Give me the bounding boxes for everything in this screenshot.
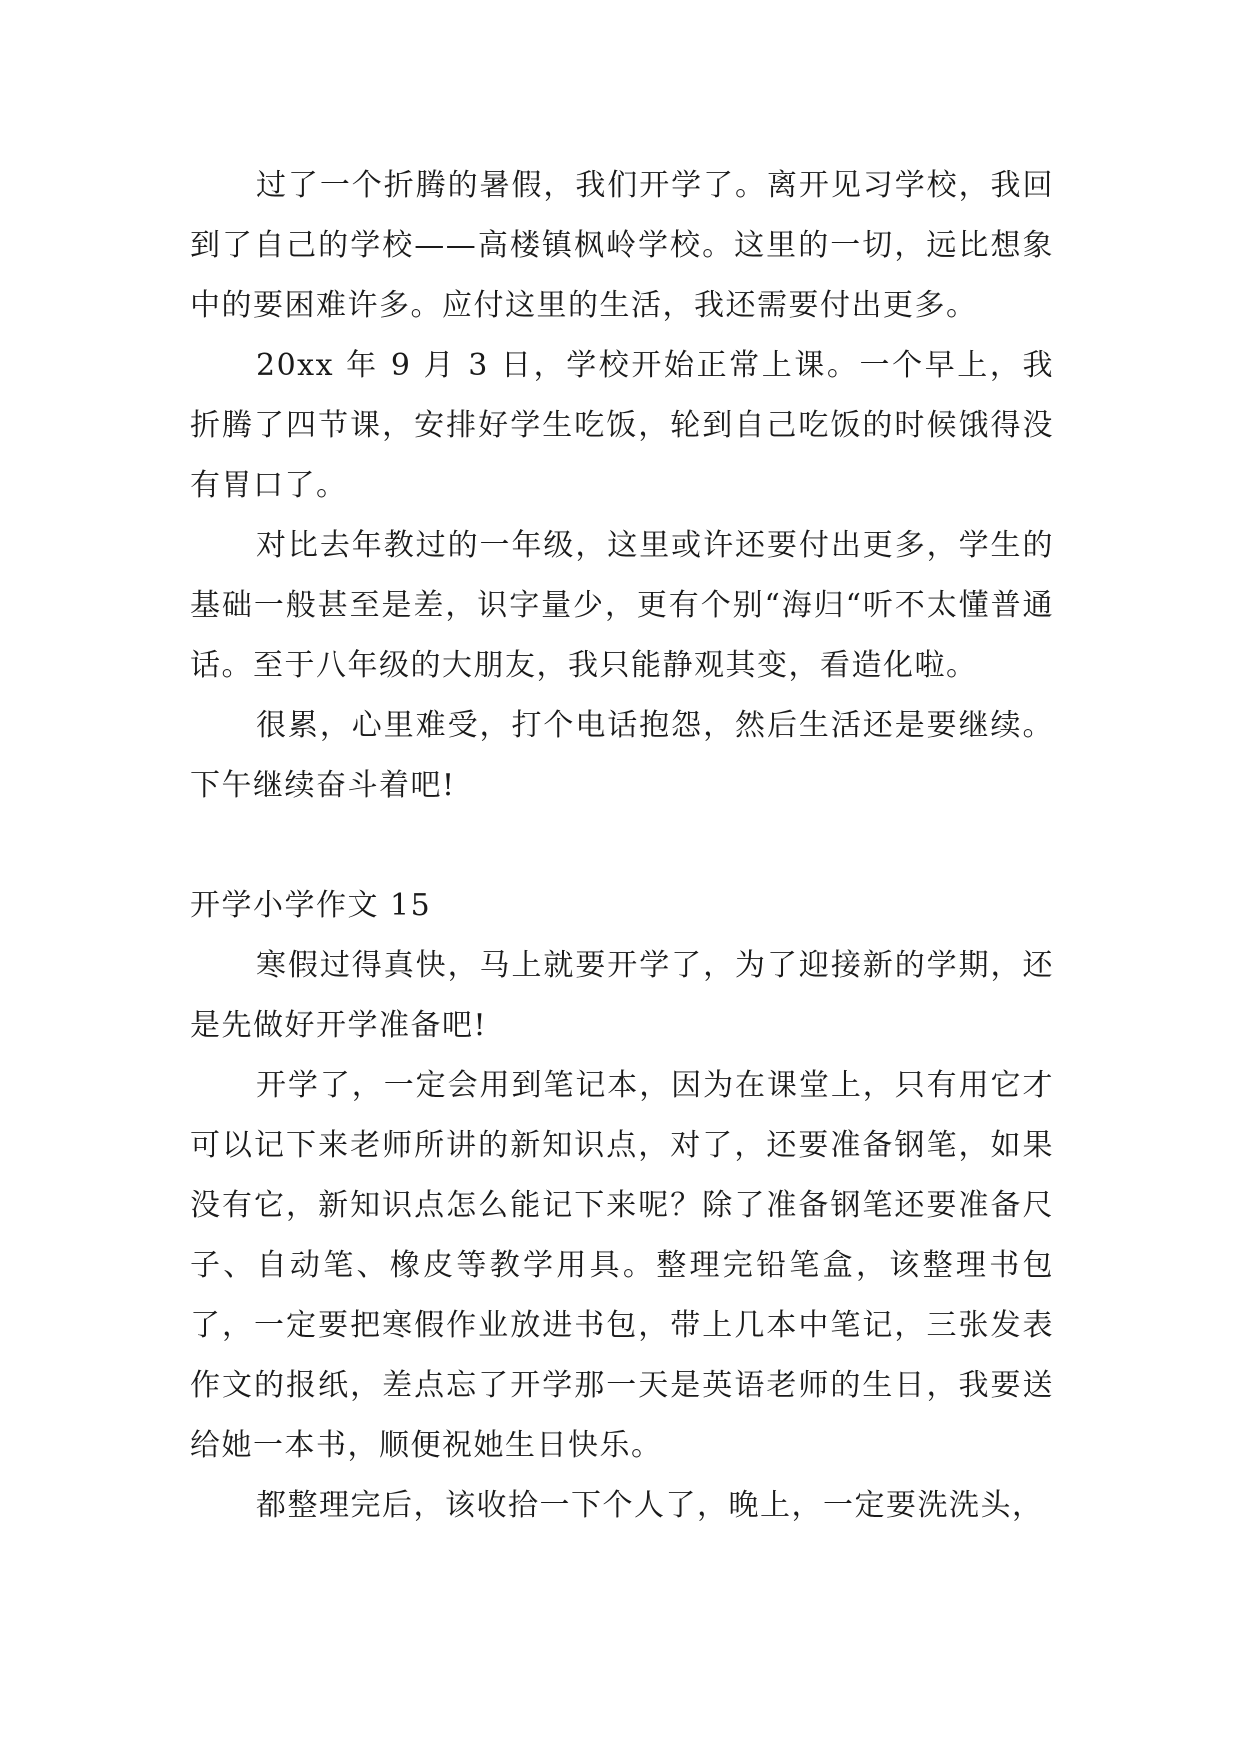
paragraph: 都整理完后，该收拾一下个人了，晚上，一定要洗洗头，: [256, 1488, 1044, 1523]
paragraph: 过了一个折腾的暑假，我们开学了。离开见习学校，我回到了自己的学校——高楼镇枫岭学校。这里的一切，远比想象中的要困难许多。应付这里的生活，我还需要付出更多。: [190, 168, 1054, 323]
document-body: [190, 156, 1054, 1536]
paragraph: 对比去年教过的一年级，这里或许还要付出更多，学生的基础一般甚至是差，识字量少，更有个别“海归“听不太懂普通话。至于八年级的大朋友，我只能静观其变，看造化啦。: [190, 528, 1054, 683]
paragraph: 很累，心里难受，打个电话抱怨，然后生活还是要继续。下午继续奋斗着吧!: [190, 708, 1054, 803]
section-title: 开学小学作文 15: [190, 888, 432, 923]
paragraph: 开学了，一定会用到笔记本，因为在课堂上，只有用它才可以记下来老师所讲的新知识点，对了，还要准备钢笔，如果没有它，新知识点怎么能记下来呢？除了准备钢笔还要准备尺子、自动笔、橡皮等教学用具。整理完铅笔盒，该整理书包了，一定要把寒假作业放进书包，带上几本中笔记，三张发表作文的报纸，差点忘了开学那一天是英语老师的生日，我要送给她一本书，顺便祝她生日快乐。: [190, 1068, 1054, 1463]
paragraph: 寒假过得真快，马上就要开学了，为了迎接新的学期，还是先做好开学准备吧!: [190, 948, 1054, 1043]
paragraph: 20xx 年 9 月 3 日，学校开始正常上课。一个早上，我折腾了四节课，安排好学生吃饭，轮到自己吃饭的时候饿得没有胃口了。: [190, 348, 1054, 503]
